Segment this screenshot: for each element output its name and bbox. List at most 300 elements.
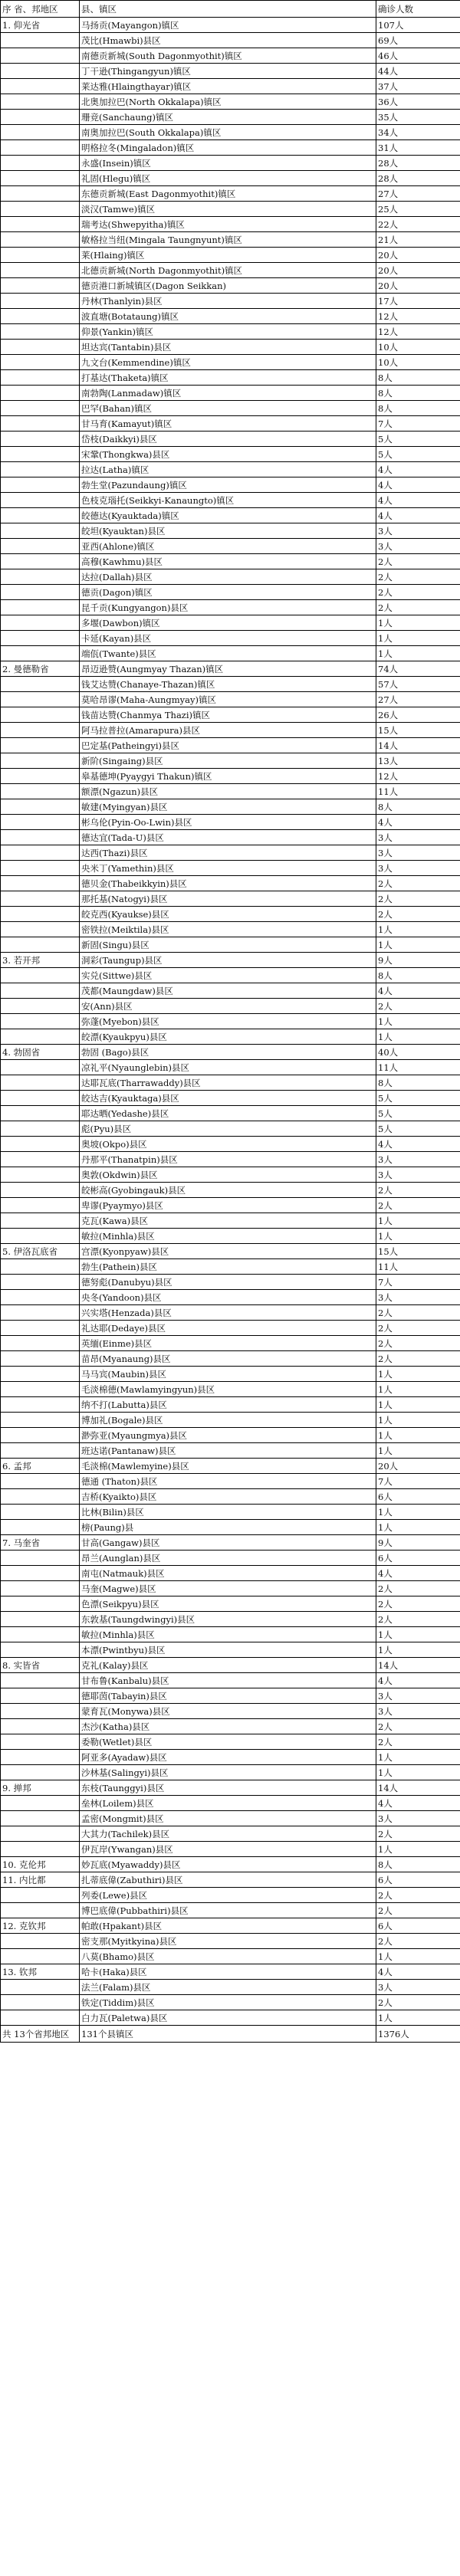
count-cell: 3人: [376, 830, 460, 845]
table-row: [1, 1872, 460, 1888]
count-cell: 4人: [376, 1566, 460, 1581]
town-cell: 洞彩(Taungup)县区: [80, 953, 376, 968]
town-cell: 卑谬(Pyaymyo)县区: [80, 1198, 376, 1213]
table-row: [1, 1413, 460, 1428]
region-cell: [1, 830, 80, 845]
count-cell: 3人: [376, 1811, 460, 1826]
table-header-row: [1, 1, 460, 18]
town-cell: 皎彬高(Gyobingauk)县区: [80, 1183, 376, 1198]
town-cell: 丁干逊(Thingangyun)镇区: [80, 64, 376, 79]
table-row: [1, 1121, 460, 1137]
region-cell: [1, 554, 80, 569]
region-cell: [1, 1765, 80, 1780]
town-cell: 英缅(Einme)县区: [80, 1336, 376, 1351]
count-cell: 2人: [376, 1612, 460, 1627]
count-cell: 25人: [376, 202, 460, 217]
region-cell: [1, 1704, 80, 1719]
region-cell: [1, 692, 80, 707]
header-town: 县、镇区: [80, 1, 376, 18]
town-cell: 皎克西(Kyaukse)县区: [80, 907, 376, 922]
count-cell: 36人: [376, 94, 460, 110]
region-cell: [1, 1213, 80, 1229]
town-cell: 克礼(Kalay)县区: [80, 1658, 376, 1673]
region-cell: [1, 999, 80, 1014]
town-cell: 明格拉冬(Mingaladon)镇区: [80, 140, 376, 156]
town-cell: 列委(Lewe)县区: [80, 1888, 376, 1903]
count-cell: 11人: [376, 1060, 460, 1075]
count-cell: 2人: [376, 585, 460, 600]
count-cell: 3人: [376, 1704, 460, 1719]
table-row: [1, 1903, 460, 1918]
table-row: [1, 1688, 460, 1704]
count-cell: 2人: [376, 554, 460, 569]
table-row: [1, 1918, 460, 1934]
region-cell: [1, 1842, 80, 1857]
table-row: [1, 462, 460, 477]
count-cell: 14人: [376, 1658, 460, 1673]
count-cell: 1人: [376, 631, 460, 646]
table-row: [1, 968, 460, 983]
town-cell: 北德贡新城(North Dagonmyothit)镇区: [80, 263, 376, 278]
town-cell: 额漂(Ngazun)县区: [80, 784, 376, 799]
count-cell: 1人: [376, 615, 460, 631]
town-cell: 班达诺(Pantanaw)县区: [80, 1443, 376, 1459]
table-row: [1, 1612, 460, 1627]
count-cell: 14人: [376, 738, 460, 753]
count-cell: 2人: [376, 1934, 460, 1949]
count-cell: 3人: [376, 861, 460, 876]
town-cell: 北奥加拉巴(North Okkalapa)镇区: [80, 94, 376, 110]
town-cell: 卡延(Kayan)县区: [80, 631, 376, 646]
town-cell: 永盛(Insein)镇区: [80, 156, 376, 171]
town-cell: 蒙育瓦(Monywa)县区: [80, 1704, 376, 1719]
region-cell: [1, 416, 80, 432]
region-cell: 4. 勃固省: [1, 1045, 80, 1060]
region-cell: [1, 217, 80, 232]
count-cell: 4人: [376, 508, 460, 523]
region-cell: [1, 110, 80, 125]
count-cell: 4人: [376, 815, 460, 830]
count-cell: 8人: [376, 1857, 460, 1872]
region-cell: [1, 432, 80, 447]
town-cell: 博巴底偉(Pubbathiri)县区: [80, 1903, 376, 1918]
town-cell: 礼固(Hlegu)镇区: [80, 171, 376, 186]
town-cell: 八莫(Bhamo)县区: [80, 1949, 376, 1964]
region-cell: [1, 1290, 80, 1305]
region-cell: [1, 1413, 80, 1428]
count-cell: 34人: [376, 125, 460, 140]
region-cell: [1, 769, 80, 784]
table-row: [1, 340, 460, 355]
region-cell: [1, 1719, 80, 1734]
region-cell: [1, 125, 80, 140]
table-row: [1, 1060, 460, 1075]
town-cell: 达拉(Dallah)县区: [80, 569, 376, 585]
region-cell: [1, 799, 80, 815]
count-cell: 26人: [376, 707, 460, 723]
count-cell: 4人: [376, 1796, 460, 1811]
table-row: [1, 1673, 460, 1688]
count-cell: 2人: [376, 1336, 460, 1351]
table-row: [1, 186, 460, 202]
town-cell: 昂迈逊赞(Aungmyay Thazan)镇区: [80, 661, 376, 677]
town-cell: 南德贡新城(South Dagonmyothit)镇区: [80, 48, 376, 64]
town-cell: 东德贡新城(East Dagonmyothit)镇区: [80, 186, 376, 202]
town-cell: 多堰(Dawbon)镇区: [80, 615, 376, 631]
count-cell: 2人: [376, 1321, 460, 1336]
region-cell: [1, 278, 80, 294]
town-cell: 毛淡棉(Mawlemyine)县区: [80, 1459, 376, 1474]
region-cell: [1, 1443, 80, 1459]
town-cell: 大其力(Tachilek)县区: [80, 1826, 376, 1842]
town-cell: 巴罕(Bahan)镇区: [80, 401, 376, 416]
region-cell: [1, 2010, 80, 2026]
table-row: [1, 447, 460, 462]
count-cell: 69人: [376, 33, 460, 48]
table-row: [1, 937, 460, 953]
town-cell: 新固(Singu)县区: [80, 937, 376, 953]
count-cell: 5人: [376, 432, 460, 447]
table-row: [1, 815, 460, 830]
region-cell: 3. 若开邦: [1, 953, 80, 968]
region-cell: [1, 922, 80, 937]
table-row: [1, 1489, 460, 1505]
town-cell: 德贡港口新城镇区(Dagon Seikkan): [80, 278, 376, 294]
table-row: [1, 830, 460, 845]
region-cell: [1, 1949, 80, 1964]
region-cell: [1, 1903, 80, 1918]
table-row: [1, 1934, 460, 1949]
table-row: [1, 907, 460, 922]
town-cell: 昂兰(Aunglan)县区: [80, 1551, 376, 1566]
count-cell: 31人: [376, 140, 460, 156]
table-row: [1, 217, 460, 232]
region-cell: 2. 曼德勒省: [1, 661, 80, 677]
count-cell: 13人: [376, 753, 460, 769]
header-region: 序 省、邦地区: [1, 1, 80, 18]
region-cell: [1, 156, 80, 171]
region-cell: [1, 1995, 80, 2010]
table-row: [1, 355, 460, 370]
count-cell: 5人: [376, 1121, 460, 1137]
region-cell: [1, 477, 80, 493]
region-cell: [1, 585, 80, 600]
town-cell: 彬乌伦(Pyin-Oo-Lwin)县区: [80, 815, 376, 830]
table-row: [1, 1505, 460, 1520]
count-cell: 1人: [376, 1642, 460, 1658]
region-cell: [1, 370, 80, 386]
town-cell: 密铁拉(Meiktila)县区: [80, 922, 376, 937]
table-row: [1, 1014, 460, 1029]
town-cell: 色枝克瑙托(Seikkyi-Kanaungto)镇区: [80, 493, 376, 508]
table-row: [1, 1045, 460, 1060]
region-cell: [1, 263, 80, 278]
count-cell: 1人: [376, 1397, 460, 1413]
town-cell: 高穆(Kawhmu)县区: [80, 554, 376, 569]
total-region: 共 13个省邦地区: [1, 2026, 80, 2043]
count-cell: 2人: [376, 1995, 460, 2010]
count-cell: 1人: [376, 1520, 460, 1535]
table-row: [1, 600, 460, 615]
table-row: [1, 1857, 460, 1872]
table-row: [1, 646, 460, 661]
town-cell: 宫漂(Kyonpyaw)县区: [80, 1244, 376, 1259]
count-cell: 11人: [376, 1259, 460, 1275]
count-cell: 10人: [376, 340, 460, 355]
region-cell: [1, 845, 80, 861]
count-cell: 12人: [376, 769, 460, 784]
town-cell: 珊竞(Sanchaung)镇区: [80, 110, 376, 125]
table-row: [1, 1704, 460, 1719]
count-cell: 2人: [376, 1719, 460, 1734]
table-row: [1, 1106, 460, 1121]
count-cell: 3人: [376, 523, 460, 539]
region-cell: [1, 631, 80, 646]
count-cell: 1人: [376, 937, 460, 953]
table-row: [1, 18, 460, 33]
count-cell: 4人: [376, 462, 460, 477]
table-row: [1, 1765, 460, 1780]
region-cell: [1, 1321, 80, 1336]
table-row: [1, 278, 460, 294]
town-cell: 莱达雅(Hlaingthayar)镇区: [80, 79, 376, 94]
region-cell: [1, 1351, 80, 1367]
count-cell: 8人: [376, 968, 460, 983]
region-cell: [1, 539, 80, 554]
town-cell: 垒林(Loilem)县区: [80, 1796, 376, 1811]
region-cell: 1. 仰光省: [1, 18, 80, 33]
town-cell: 榜(Paung)县: [80, 1520, 376, 1535]
region-cell: [1, 232, 80, 248]
count-cell: 3人: [376, 1167, 460, 1183]
count-cell: 7人: [376, 1275, 460, 1290]
region-cell: [1, 723, 80, 738]
table-row: [1, 1275, 460, 1290]
town-cell: 丹那平(Thanatpin)县区: [80, 1152, 376, 1167]
region-cell: [1, 1121, 80, 1137]
table-row: [1, 1336, 460, 1351]
town-cell: 皎德达(Kyauktada)镇区: [80, 508, 376, 523]
town-cell: 岱枝(Daikkyi)县区: [80, 432, 376, 447]
town-cell: 打基达(Thaketa)镇区: [80, 370, 376, 386]
table-body: [1, 18, 460, 2026]
region-cell: [1, 340, 80, 355]
table-row: [1, 1719, 460, 1734]
table-row: [1, 799, 460, 815]
table-row: [1, 1167, 460, 1183]
town-cell: 帕敢(Hpakant)县区: [80, 1918, 376, 1934]
count-cell: 2人: [376, 600, 460, 615]
table-row: [1, 1305, 460, 1321]
table-row: [1, 263, 460, 278]
table-row: [1, 1459, 460, 1474]
table-row: [1, 1980, 460, 1995]
region-cell: [1, 753, 80, 769]
town-cell: 孟密(Mongmit)县区: [80, 1811, 376, 1826]
table-row: [1, 615, 460, 631]
region-cell: [1, 79, 80, 94]
table-row: [1, 1229, 460, 1244]
town-cell: 昆千贡(Kungyangon)县区: [80, 600, 376, 615]
region-cell: [1, 1596, 80, 1612]
town-cell: 央冬(Yandoon)县区: [80, 1290, 376, 1305]
town-cell: 德耶茵(Tabayin)县区: [80, 1688, 376, 1704]
region-cell: [1, 1075, 80, 1091]
town-cell: 礼达耶(Dedaye)县区: [80, 1321, 376, 1336]
region-cell: [1, 1734, 80, 1750]
town-cell: 安(Ann)县区: [80, 999, 376, 1014]
count-cell: 8人: [376, 799, 460, 815]
table-row: [1, 1780, 460, 1796]
count-cell: 3人: [376, 1152, 460, 1167]
table-row: [1, 386, 460, 401]
town-cell: 妙瓦底(Myawaddy)县区: [80, 1857, 376, 1872]
town-cell: 德通 (Thaton)县区: [80, 1474, 376, 1489]
count-cell: 20人: [376, 278, 460, 294]
table-row: [1, 1535, 460, 1551]
region-cell: [1, 569, 80, 585]
region-cell: [1, 1167, 80, 1183]
table-row: [1, 1152, 460, 1167]
table-row: [1, 171, 460, 186]
table-row: [1, 523, 460, 539]
table-row: [1, 769, 460, 784]
header-count: 确诊人数: [376, 1, 460, 18]
town-cell: 德贡(Dagon)镇区: [80, 585, 376, 600]
region-cell: [1, 907, 80, 922]
region-cell: [1, 891, 80, 907]
count-cell: 17人: [376, 294, 460, 309]
count-cell: 7人: [376, 416, 460, 432]
table-row: [1, 677, 460, 692]
region-cell: [1, 1305, 80, 1321]
count-cell: 2人: [376, 907, 460, 922]
count-cell: 1人: [376, 1750, 460, 1765]
count-cell: 27人: [376, 186, 460, 202]
town-cell: 皎漂(Kyaukpyu)县区: [80, 1029, 376, 1045]
region-cell: [1, 815, 80, 830]
town-cell: 端佤(Twante)县区: [80, 646, 376, 661]
table-row: [1, 861, 460, 876]
town-cell: 甘高(Gangaw)县区: [80, 1535, 376, 1551]
count-cell: 3人: [376, 1688, 460, 1704]
table-row: [1, 1244, 460, 1259]
table-row: [1, 1137, 460, 1152]
region-cell: [1, 646, 80, 661]
count-cell: 2人: [376, 1734, 460, 1750]
table-row: [1, 631, 460, 646]
town-cell: 那托基(Natogyi)县区: [80, 891, 376, 907]
table-row: [1, 1596, 460, 1612]
table-row: [1, 1474, 460, 1489]
table-row: [1, 309, 460, 324]
town-cell: 实兑(Sittwe)县区: [80, 968, 376, 983]
count-cell: 46人: [376, 48, 460, 64]
table-row: [1, 784, 460, 799]
town-cell: 南屯(Natmauk)县区: [80, 1566, 376, 1581]
town-cell: 比林(Bilin)县区: [80, 1505, 376, 1520]
count-cell: 1人: [376, 1382, 460, 1397]
town-cell: 皎达吉(Kyauktaga)县区: [80, 1091, 376, 1106]
town-cell: 亚西(Ahlone)镇区: [80, 539, 376, 554]
town-cell: 皎坦(Kyauktan)县区: [80, 523, 376, 539]
count-cell: 35人: [376, 110, 460, 125]
town-cell: 彪(Pyu)县区: [80, 1121, 376, 1137]
town-cell: 达西(Thazi)县区: [80, 845, 376, 861]
region-cell: [1, 493, 80, 508]
region-cell: 11. 内比都: [1, 1872, 80, 1888]
count-cell: 12人: [376, 324, 460, 340]
count-cell: 1人: [376, 646, 460, 661]
table-row: [1, 753, 460, 769]
count-cell: 4人: [376, 1673, 460, 1688]
town-cell: 本漂(Pwintbyu)县区: [80, 1642, 376, 1658]
region-cell: [1, 1474, 80, 1489]
town-cell: 杰沙(Katha)县区: [80, 1719, 376, 1734]
region-cell: [1, 861, 80, 876]
count-cell: 1人: [376, 1765, 460, 1780]
count-cell: 7人: [376, 1474, 460, 1489]
town-cell: 毛淡棉德(Mawlamyingyun)县区: [80, 1382, 376, 1397]
count-cell: 3人: [376, 845, 460, 861]
table-row: [1, 1826, 460, 1842]
town-cell: 莱(Hlaing)镇区: [80, 248, 376, 263]
town-cell: 白力瓦(Paletwa)县区: [80, 2010, 376, 2026]
count-cell: 2人: [376, 1198, 460, 1213]
table-row: [1, 1658, 460, 1673]
table-row: [1, 202, 460, 217]
town-cell: 丹林(Thanlyin)县区: [80, 294, 376, 309]
region-cell: [1, 1627, 80, 1642]
town-cell: 马扬贡(Mayangon)镇区: [80, 18, 376, 33]
region-cell: [1, 1581, 80, 1596]
table-row: [1, 1888, 460, 1903]
region-cell: [1, 1934, 80, 1949]
table-row: [1, 1520, 460, 1535]
town-cell: 仰景(Yankin)镇区: [80, 324, 376, 340]
region-cell: [1, 1566, 80, 1581]
table-row: [1, 554, 460, 569]
town-cell: 南奥加拉巴(South Okkalapa)镇区: [80, 125, 376, 140]
count-cell: 2人: [376, 1183, 460, 1198]
region-cell: [1, 447, 80, 462]
count-cell: 1人: [376, 922, 460, 937]
table-row: [1, 140, 460, 156]
table-row: [1, 2010, 460, 2026]
town-cell: 拉达(Latha)镇区: [80, 462, 376, 477]
count-cell: 8人: [376, 386, 460, 401]
region-cell: [1, 600, 80, 615]
region-cell: [1, 294, 80, 309]
region-cell: [1, 1750, 80, 1765]
table-row: [1, 707, 460, 723]
region-cell: [1, 140, 80, 156]
count-cell: 9人: [376, 1535, 460, 1551]
region-cell: [1, 876, 80, 891]
region-cell: [1, 738, 80, 753]
region-cell: 6. 孟邦: [1, 1459, 80, 1474]
table-row: [1, 1581, 460, 1596]
region-cell: [1, 1106, 80, 1121]
count-cell: 6人: [376, 1918, 460, 1934]
table-row: [1, 1964, 460, 1980]
region-cell: [1, 937, 80, 953]
region-cell: [1, 1888, 80, 1903]
count-cell: 2人: [376, 1596, 460, 1612]
region-cell: [1, 355, 80, 370]
region-cell: [1, 1275, 80, 1290]
count-cell: 21人: [376, 232, 460, 248]
